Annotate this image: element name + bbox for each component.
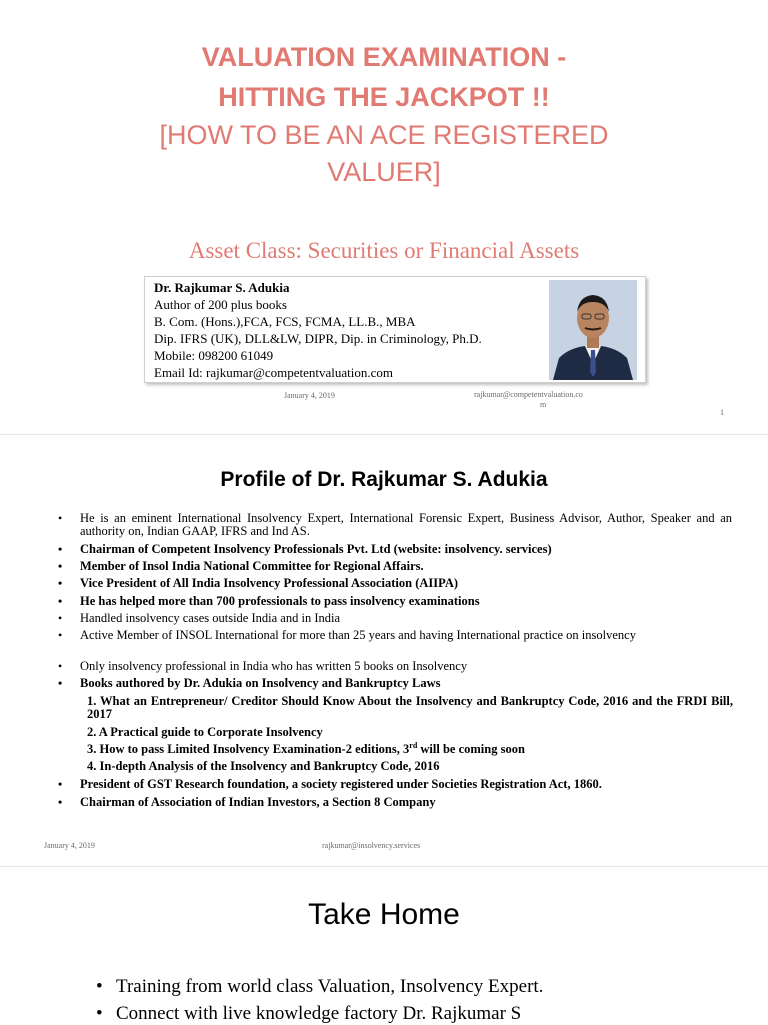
bullet-item: • Chairman of Competent Insolvency Professionals Pvt. Ltd (website: insolvency. services) bbox=[58, 542, 552, 556]
bullet-item: • He has helped more than 700 professionals to pass insolvency examinations bbox=[58, 594, 480, 608]
author-photo bbox=[549, 280, 637, 380]
slide-3 bbox=[0, 872, 768, 1024]
bullet-item: • Chairman of Association of Indian Investors, a Section 8 Company bbox=[58, 795, 436, 809]
footer-email: rajkumar@competentvaluation.co bbox=[474, 390, 583, 399]
book-item: 2. A Practical guide to Corporate Insolvency bbox=[87, 725, 323, 739]
bullet-item: • Only insolvency professional in India who has written 5 books on Insolvency bbox=[58, 659, 468, 673]
bullet-item: • President of GST Research foundation, a society registered under Societies Registration Act, 1860. bbox=[58, 777, 602, 791]
author-line: B. Com. (Hons.),FCA, FCS, FCMA, LL.B., MBA bbox=[154, 314, 416, 329]
slide-2 bbox=[0, 440, 768, 860]
page-number: 1 bbox=[720, 408, 724, 417]
footer-email-wrap: m bbox=[540, 400, 547, 409]
title-line-1: VALUATION EXAMINATION - bbox=[201, 42, 567, 72]
bullet-item: • Books authored by Dr. Adukia on Insolvency and Bankruptcy Laws bbox=[58, 676, 441, 690]
title-line-4: VALUER] bbox=[327, 157, 441, 187]
author-line: Email Id: rajkumar@competentvaluation.com bbox=[154, 365, 394, 380]
bullet-item: • Handled insolvency cases outside India and in India bbox=[58, 611, 340, 625]
take-home-item: • Training from world class Valuation, Insolvency Expert. bbox=[96, 976, 544, 997]
bullet-item: • Active Member of INSOL International for more than 25 years and having International practice on insolvency bbox=[58, 628, 636, 642]
footer-email: rajkumar@insolvency.services bbox=[322, 841, 421, 850]
slide-1 bbox=[0, 0, 768, 430]
profile-title: Profile of Dr. Rajkumar S. Adukia bbox=[220, 468, 548, 491]
book-item: 3. How to pass Limited Insolvency Examination-2 editions, 3rd will be coming soon bbox=[87, 740, 525, 756]
title-line-3: [HOW TO BE AN ACE REGISTERED bbox=[159, 120, 609, 150]
bullet-item: • He is an eminent International Insolvency Expert, International Forensic Expert, Business Advisor, Author, Speaker and an authority on, Indian GAAP, IFRS and Ind AS. bbox=[58, 511, 732, 538]
bullet-item: • Vice President of All India Insolvency Professional Association (AIIPA) bbox=[58, 576, 459, 590]
bullet-item: • Member of Insol India National Committee for Regional Affairs. bbox=[58, 559, 424, 573]
book-item: 1. What an Entrepreneur/ Creditor Should Know About the Insolvency and Bankruptcy Code, 2016 and the FRDI Bill, 2017 bbox=[87, 694, 733, 721]
author-name: Dr. Rajkumar S. Adukia bbox=[154, 280, 290, 295]
author-card bbox=[144, 276, 646, 383]
footer-date: January 4, 2019 bbox=[284, 391, 335, 400]
author-line: Author of 200 plus books bbox=[154, 297, 287, 312]
author-line: Dip. IFRS (UK), DLL&LW, DIPR, Dip. in Criminology, Ph.D. bbox=[154, 331, 482, 346]
book-item: 4. In-depth Analysis of the Insolvency and Bankruptcy Code, 2016 bbox=[87, 759, 440, 773]
title-line-2: HITTING THE JACKPOT !! bbox=[218, 82, 550, 112]
take-home-title: Take Home bbox=[308, 898, 460, 931]
take-home-item: • Connect with live knowledge factory Dr. Rajkumar S bbox=[96, 1003, 522, 1024]
author-line: Mobile: 098200 61049 bbox=[154, 348, 274, 363]
subtitle: Asset Class: Securities or Financial Assets bbox=[188, 238, 580, 263]
footer-date: January 4, 2019 bbox=[44, 841, 95, 850]
